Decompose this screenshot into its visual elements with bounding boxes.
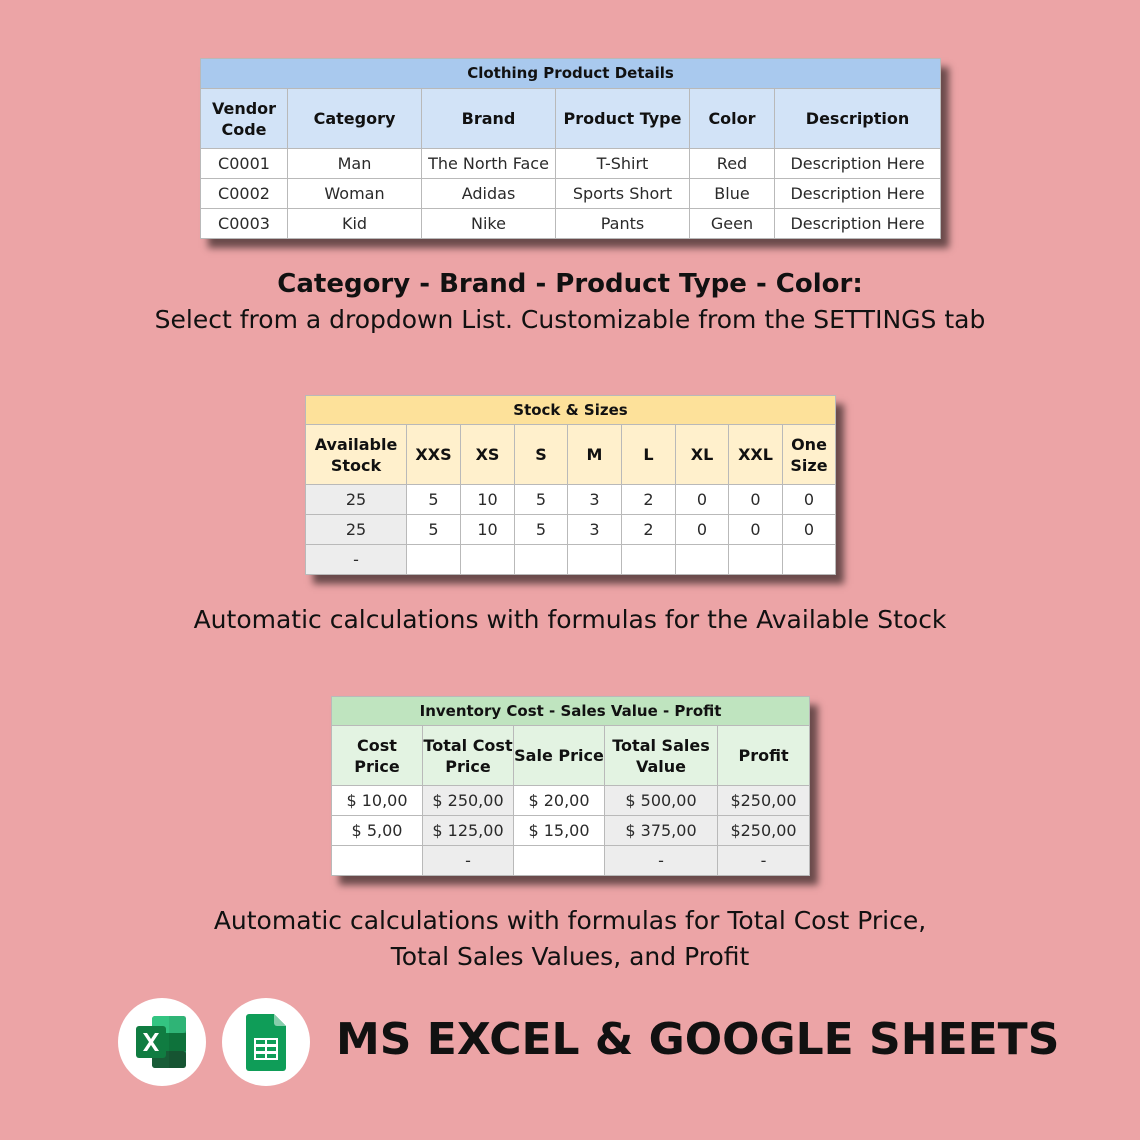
table-cell[interactable]: 0 [783, 515, 836, 545]
table-cell: $250,00 [718, 786, 810, 816]
table-cell[interactable]: $ 15,00 [514, 816, 605, 846]
table-cell[interactable] [622, 545, 676, 575]
table-cell[interactable]: Pants [556, 209, 690, 239]
table-cell[interactable]: 5 [407, 515, 461, 545]
column-header: XXL [729, 425, 783, 485]
table-row [332, 786, 810, 816]
table-cell: $ 375,00 [605, 816, 718, 846]
table-cell: $250,00 [718, 816, 810, 846]
product-details-title: Clothing Product Details [201, 59, 941, 89]
table-cell[interactable] [461, 545, 515, 575]
table-cell[interactable]: $ 10,00 [332, 786, 423, 816]
brand-title: MS EXCEL & GOOGLE SHEETS [336, 1014, 1060, 1065]
table-cell[interactable]: 2 [622, 515, 676, 545]
table-cell: $ 250,00 [423, 786, 514, 816]
caption-dropdown-text: Select from a dropdown List. Customizable from the SETTINGS tab [154, 305, 986, 334]
table-cell[interactable]: 0 [729, 485, 783, 515]
inventory-table [331, 696, 810, 876]
caption-stock: Automatic calculations with formulas for the Available Stock [193, 605, 947, 634]
column-header: Total Cost Price [423, 726, 514, 786]
column-header: One Size [783, 425, 836, 485]
table-cell[interactable]: Woman [288, 179, 422, 209]
column-header: XL [676, 425, 729, 485]
table-row [306, 485, 836, 515]
stock-sizes-table [305, 395, 836, 575]
table-cell[interactable]: Kid [288, 209, 422, 239]
table-cell[interactable]: 0 [729, 515, 783, 545]
caption-formulas-line2: Total Sales Values, and Profit [390, 942, 750, 971]
table-cell: - [718, 846, 810, 876]
google-sheets-icon [222, 998, 310, 1086]
table-cell[interactable]: Geen [690, 209, 775, 239]
table-cell[interactable]: 3 [568, 485, 622, 515]
table-cell[interactable]: $ 20,00 [514, 786, 605, 816]
column-header: Sale Price [514, 726, 605, 786]
excel-icon [118, 998, 206, 1086]
table-cell[interactable]: Adidas [422, 179, 556, 209]
table-cell[interactable]: Description Here [775, 179, 941, 209]
table-cell: 25 [306, 485, 407, 515]
table-cell[interactable] [568, 545, 622, 575]
table-cell[interactable]: 10 [461, 485, 515, 515]
column-header: L [622, 425, 676, 485]
table-row [332, 846, 810, 876]
table-cell[interactable]: 2 [622, 485, 676, 515]
table-cell[interactable] [514, 846, 605, 876]
table-cell[interactable] [676, 545, 729, 575]
caption-formulas-line1: Automatic calculations with formulas for Total Cost Price, [213, 906, 927, 935]
table-row [201, 179, 941, 209]
table-cell[interactable]: 5 [515, 515, 568, 545]
table-cell: $ 125,00 [423, 816, 514, 846]
column-header: M [568, 425, 622, 485]
table-cell[interactable]: Red [690, 149, 775, 179]
table-cell[interactable]: C0003 [201, 209, 288, 239]
table-cell[interactable] [515, 545, 568, 575]
column-header: Brand [422, 89, 556, 149]
table-cell[interactable]: 0 [676, 485, 729, 515]
table-cell[interactable] [729, 545, 783, 575]
table-cell[interactable]: C0001 [201, 149, 288, 179]
inventory-title: Inventory Cost - Sales Value - Profit [332, 697, 810, 726]
table-cell[interactable] [783, 545, 836, 575]
column-header: Cost Price [332, 726, 423, 786]
table-row [201, 209, 941, 239]
table-row [201, 149, 941, 179]
table-cell[interactable] [332, 846, 423, 876]
table-cell: 25 [306, 515, 407, 545]
table-cell: - [423, 846, 514, 876]
table-row [306, 545, 836, 575]
table-cell[interactable]: Description Here [775, 209, 941, 239]
table-cell[interactable] [407, 545, 461, 575]
caption-dropdown-title: Category - Brand - Product Type - Color: [277, 269, 863, 299]
table-cell[interactable]: 3 [568, 515, 622, 545]
product-details-table [200, 58, 941, 239]
table-row [306, 515, 836, 545]
table-cell[interactable]: 5 [515, 485, 568, 515]
table-cell: - [306, 545, 407, 575]
column-header: Product Type [556, 89, 690, 149]
table-cell[interactable]: 5 [407, 485, 461, 515]
table-cell[interactable]: T-Shirt [556, 149, 690, 179]
column-header: Description [775, 89, 941, 149]
column-header: Profit [718, 726, 810, 786]
column-header: Total Sales Value [605, 726, 718, 786]
table-cell[interactable]: The North Face [422, 149, 556, 179]
table-cell[interactable]: 0 [676, 515, 729, 545]
table-cell[interactable]: Man [288, 149, 422, 179]
column-header: XS [461, 425, 515, 485]
table-cell[interactable]: C0002 [201, 179, 288, 209]
column-header: Category [288, 89, 422, 149]
table-cell[interactable]: Nike [422, 209, 556, 239]
column-header: Available Stock [306, 425, 407, 485]
column-header: S [515, 425, 568, 485]
table-cell: $ 500,00 [605, 786, 718, 816]
table-cell[interactable]: 0 [783, 485, 836, 515]
table-cell[interactable]: $ 5,00 [332, 816, 423, 846]
table-cell[interactable]: Blue [690, 179, 775, 209]
table-cell[interactable]: Description Here [775, 149, 941, 179]
column-header: Color [690, 89, 775, 149]
table-row [332, 816, 810, 846]
stock-sizes-title: Stock & Sizes [306, 396, 836, 425]
table-cell[interactable]: Sports Short [556, 179, 690, 209]
column-header: XXS [407, 425, 461, 485]
table-cell[interactable]: 10 [461, 515, 515, 545]
table-cell: - [605, 846, 718, 876]
column-header: Vendor Code [201, 89, 288, 149]
